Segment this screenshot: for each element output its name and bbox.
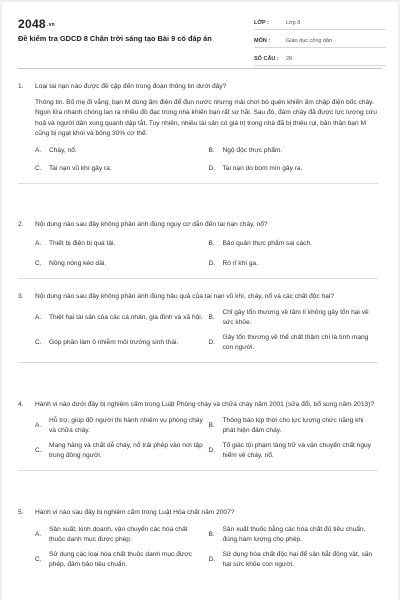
option-text: Tai nạn vũ khí gây ra. [49, 165, 112, 172]
option-letter: B. [208, 530, 215, 538]
document-page [2, 2, 398, 600]
meta-label-lop: LỚP : [254, 19, 269, 26]
option-text: Nồng nóng kéo dài. [49, 260, 107, 267]
option-text: Tố giác tội phạm tàng trữ và vận chuyển chất nguy hiểm về cháy, nổ. [222, 441, 371, 459]
option-letter: B. [208, 313, 215, 321]
option-text: Bảo quản thực phẩm sai cách. [222, 239, 312, 247]
option-d[interactable] [209, 164, 379, 175]
option-b[interactable] [209, 146, 379, 157]
option-letter: B. [208, 239, 215, 247]
meta-value-mon: Giáo dục công dân [286, 37, 333, 44]
meta-value-so-cau: 28 [286, 55, 293, 62]
option-letter: A. [35, 313, 42, 321]
question-number: 1. [18, 83, 24, 90]
question-number: 2. [18, 221, 24, 228]
option-b[interactable] [209, 525, 379, 546]
option-text: Ngộ độc thực phẩm. [222, 146, 283, 154]
option-c[interactable] [35, 550, 205, 571]
logo-text: 2048 [18, 17, 46, 31]
option-a[interactable] [35, 146, 205, 157]
option-b[interactable] [209, 308, 379, 329]
option-letter: B. [208, 421, 215, 429]
header-divider [18, 68, 382, 69]
option-letter: D. [208, 555, 216, 563]
question-separator [18, 183, 378, 184]
option-letter: D. [208, 165, 216, 172]
options-list [35, 146, 378, 175]
option-a[interactable] [35, 308, 205, 329]
option-text: Sản xuất thuốc bằng các hóa chất đủ tiêu chuẩn, đúng hàm lượng cho phép. [222, 525, 366, 543]
option-text: Hỗ trợ, giúp đỡ người thi hành nhiệm vụ phòng cháy và chữa cháy. [49, 416, 203, 434]
meta-row-mon [254, 34, 386, 48]
meta-label-mon: MÔN : [254, 37, 271, 44]
option-text: Tai nạn do bom mìn gây ra. [222, 165, 303, 172]
option-letter: D. [208, 260, 216, 267]
option-letter: D. [208, 446, 216, 454]
option-letter: B. [208, 146, 215, 154]
meta-row-so-cau [254, 52, 386, 66]
question-separator [18, 362, 378, 363]
option-d[interactable] [209, 333, 379, 354]
option-d[interactable] [209, 259, 379, 270]
option-letter: C. [35, 260, 42, 267]
option-d[interactable] [209, 441, 379, 462]
option-b[interactable] [209, 416, 379, 437]
option-text: Sản xuất, kinh doanh, vận chuyển các hóa chất thuộc danh mục được phép. [49, 525, 188, 543]
question-passage: Thông tin. Bố mẹ đi vắng, bạn M dùng ấm điện để đun nước nhưng mải chơi bỏ quên khiến ấm chập điện bốc cháy. Ngọn lửa nhanh chóng lan ra nhiều đồ đạc trong nhà khiến bạn rất sợ hãi. Sau đó, đám cháy đã được lực lượng cứu hoả và người dân xung quanh dập tắt. Tuy nhiên, nhiều tài sản có giá trị trong nhà đã bị thiêu rụi, bản thân bạn M cũng bị ngạt khói và bỏng 30% cơ thể. [35, 98, 377, 137]
option-letter: A. [35, 421, 42, 429]
option-text: Góp phần làm ô nhiễm môi trường sinh thái. [49, 338, 179, 346]
option-letter: C. [35, 555, 42, 563]
option-letter: C. [35, 338, 42, 346]
question-1 [18, 82, 378, 184]
option-text: Gây tổn thương về thể chất thậm chí là tính mạng con người. [222, 333, 369, 351]
options-list [35, 525, 378, 571]
option-text: Cháy, nổ. [49, 146, 77, 154]
question-text: Nội dung nào sau đây không phản ánh đúng hậu quả của tai nạn vũ khí, cháy, nổ và các chất độc hại? [35, 293, 335, 300]
option-text: Sử dụng các loại hóa chất thuộc danh mục được phép, đảm bảo tiêu chuẩn. [49, 550, 192, 568]
option-text: Thiệt hại tài sản của các cá nhân, gia đình và xã hội. [49, 313, 203, 321]
question-5 [18, 508, 378, 571]
option-c[interactable] [35, 164, 205, 175]
option-letter: A. [35, 146, 42, 154]
option-a[interactable] [35, 239, 205, 250]
option-letter: C. [35, 446, 42, 454]
document-title: Đề kiểm tra GDCD 8 Chân trời sáng tạo Bài 9 có đáp án [18, 34, 212, 43]
option-letter: D. [208, 338, 216, 346]
question-2 [18, 220, 378, 279]
option-text: Chỉ gây tổn thương về tâm lí không gây tổn hại về sức khỏe. [222, 308, 369, 326]
options-list [35, 308, 378, 354]
question-text: Loại tai nạn nào được đề cập đến trong đoạn thông tin dưới đây? [35, 83, 227, 90]
option-text: Sử dụng hóa chất độc hại để sản bắt động vật, săn hại sức khỏe con người. [222, 550, 373, 568]
option-c[interactable] [35, 441, 205, 462]
site-logo[interactable] [18, 17, 55, 31]
meta-label-so-cau: SỐ CÂU : [254, 55, 279, 62]
question-separator [18, 278, 378, 279]
question-text: Hành vi nào dưới đây bị nghiêm cấm trong Luật Phòng cháy và chữa cháy năm 2001 (sửa đổi, bổ sung năm 2013)? [35, 401, 375, 408]
option-text: Thông báo kịp thời cho lực lượng chức năng khi phát hiện đám cháy. [222, 416, 364, 434]
option-a[interactable] [35, 416, 205, 437]
option-a[interactable] [35, 525, 205, 546]
logo-suffix: .vn [46, 21, 56, 28]
option-text: Mang hàng và chất dễ cháy, nổ trái phép vào nơi tập trung đông người. [49, 441, 203, 459]
question-number: 4. [18, 401, 24, 408]
question-separator [18, 470, 378, 471]
options-list [35, 416, 378, 462]
options-list [35, 239, 378, 270]
question-number: 3. [18, 293, 24, 300]
option-text: Thiết bị điện bị quá tải. [49, 239, 116, 247]
meta-info-box [254, 16, 386, 70]
question-text: Hành vi nào sau đây bị nghiêm cấm trong Luật Hóa chất năm 2007? [35, 509, 235, 516]
question-number: 5. [18, 509, 24, 516]
option-d[interactable] [209, 550, 379, 571]
option-letter: A. [35, 239, 42, 247]
meta-row-lop [254, 16, 386, 30]
option-c[interactable] [35, 259, 205, 270]
option-letter: C. [35, 165, 42, 172]
option-letter: A. [35, 530, 42, 538]
question-4 [18, 400, 378, 471]
question-3 [18, 292, 378, 363]
question-text: Nội dung nào sau đây không phản ánh đúng nguy cơ dẫn đến tai nạn cháy, nổ? [35, 221, 268, 228]
option-text: Rò rỉ khí ga. [222, 260, 259, 267]
meta-value-lop: Lớp 8 [286, 19, 301, 26]
option-c[interactable] [35, 333, 205, 354]
option-b[interactable] [209, 239, 379, 250]
